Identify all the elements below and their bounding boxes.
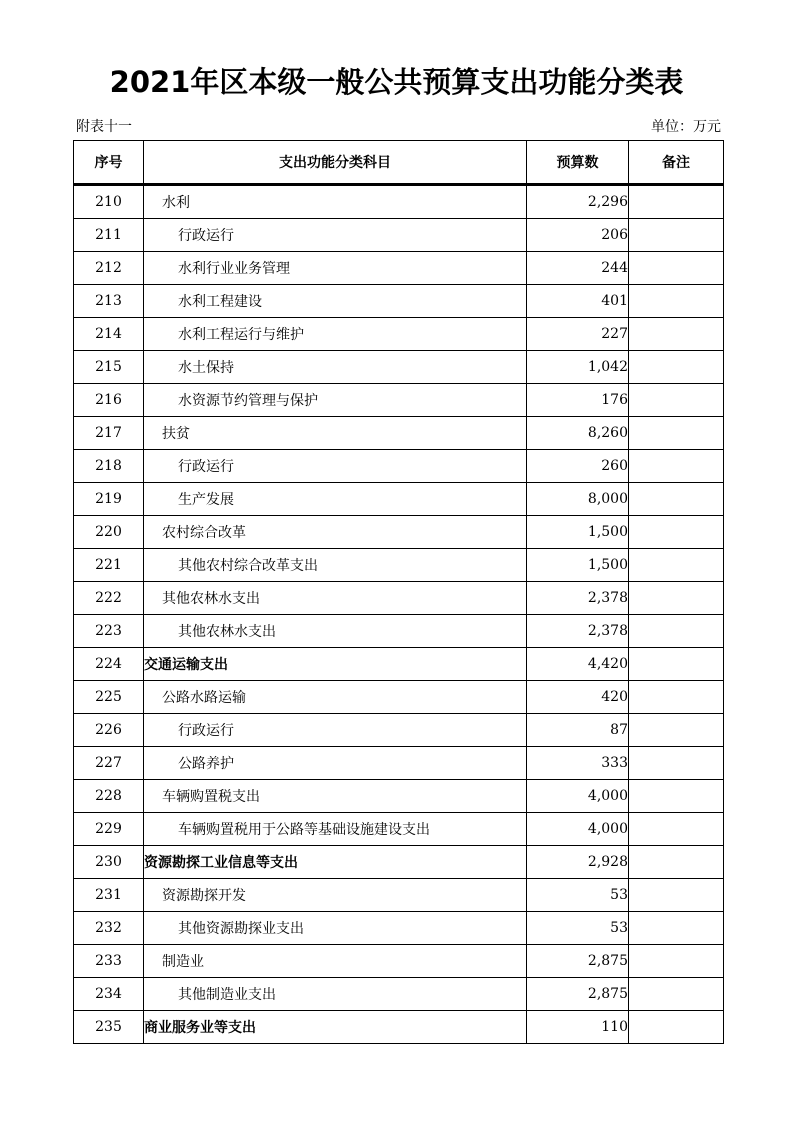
row-amount: 2,928 <box>527 846 629 879</box>
row-remark <box>629 450 724 483</box>
row-amount: 53 <box>527 879 629 912</box>
row-item-name: 其他制造业支出 <box>144 978 527 1011</box>
table-row <box>74 813 724 846</box>
table-row <box>74 747 724 780</box>
row-remark <box>629 714 724 747</box>
row-number: 228 <box>74 780 144 813</box>
row-item-name: 公路水路运输 <box>144 681 527 714</box>
header-seq: 序号 <box>74 141 144 185</box>
row-number: 226 <box>74 714 144 747</box>
row-amount: 420 <box>527 681 629 714</box>
row-amount: 227 <box>527 318 629 351</box>
row-remark <box>629 252 724 285</box>
row-amount: 4,000 <box>527 780 629 813</box>
row-number: 217 <box>74 417 144 450</box>
row-item-name: 水土保持 <box>144 351 527 384</box>
row-amount: 4,000 <box>527 813 629 846</box>
row-amount: 1,042 <box>527 351 629 384</box>
row-number: 220 <box>74 516 144 549</box>
row-item-name: 农村综合改革 <box>144 516 527 549</box>
table-row <box>74 780 724 813</box>
row-amount: 244 <box>527 252 629 285</box>
table-row <box>74 945 724 978</box>
header-remark: 备注 <box>629 141 724 185</box>
row-item-name: 行政运行 <box>144 714 527 747</box>
row-remark <box>629 780 724 813</box>
row-item-name: 其他资源勘探业支出 <box>144 912 527 945</box>
table-row <box>74 185 724 219</box>
row-remark <box>629 219 724 252</box>
row-number: 218 <box>74 450 144 483</box>
appendix-label: 附表十一 <box>76 119 132 135</box>
row-number: 214 <box>74 318 144 351</box>
row-remark <box>629 912 724 945</box>
row-remark <box>629 648 724 681</box>
row-item-name: 水利 <box>144 185 527 219</box>
row-remark <box>629 351 724 384</box>
row-remark <box>629 384 724 417</box>
row-number: 232 <box>74 912 144 945</box>
header-amount: 预算数 <box>527 141 629 185</box>
row-item-name: 制造业 <box>144 945 527 978</box>
row-number: 221 <box>74 549 144 582</box>
row-item-name: 行政运行 <box>144 450 527 483</box>
row-number: 216 <box>74 384 144 417</box>
row-item-name: 资源勘探开发 <box>144 879 527 912</box>
row-number: 212 <box>74 252 144 285</box>
row-amount: 110 <box>527 1011 629 1044</box>
table-row <box>74 450 724 483</box>
row-item-name: 资源勘探工业信息等支出 <box>144 846 527 879</box>
table-row <box>74 912 724 945</box>
row-item-name: 其他农林水支出 <box>144 615 527 648</box>
header-item: 支出功能分类科目 <box>144 141 527 185</box>
row-remark <box>629 747 724 780</box>
table-row <box>74 846 724 879</box>
row-amount: 401 <box>527 285 629 318</box>
row-amount: 87 <box>527 714 629 747</box>
row-number: 235 <box>74 1011 144 1044</box>
row-remark <box>629 813 724 846</box>
row-number: 234 <box>74 978 144 1011</box>
row-amount: 176 <box>527 384 629 417</box>
row-remark <box>629 846 724 879</box>
table-row <box>74 417 724 450</box>
row-number: 211 <box>74 219 144 252</box>
row-remark <box>629 879 724 912</box>
row-item-name: 交通运输支出 <box>144 648 527 681</box>
row-amount: 53 <box>527 912 629 945</box>
row-number: 213 <box>74 285 144 318</box>
row-item-name: 商业服务业等支出 <box>144 1011 527 1044</box>
row-number: 210 <box>74 185 144 219</box>
row-remark <box>629 318 724 351</box>
row-item-name: 公路养护 <box>144 747 527 780</box>
row-number: 215 <box>74 351 144 384</box>
row-number: 219 <box>74 483 144 516</box>
row-remark <box>629 516 724 549</box>
row-remark <box>629 185 724 219</box>
row-number: 223 <box>74 615 144 648</box>
row-amount: 333 <box>527 747 629 780</box>
row-number: 225 <box>74 681 144 714</box>
row-item-name: 其他农林水支出 <box>144 582 527 615</box>
row-remark <box>629 615 724 648</box>
row-number: 222 <box>74 582 144 615</box>
unit-label: 单位：万元 <box>651 119 721 135</box>
table-row <box>74 384 724 417</box>
row-item-name: 其他农村综合改革支出 <box>144 549 527 582</box>
row-item-name: 水利工程运行与维护 <box>144 318 527 351</box>
table-row <box>74 351 724 384</box>
table-row <box>74 483 724 516</box>
table-row <box>74 219 724 252</box>
row-amount: 260 <box>527 450 629 483</box>
row-remark <box>629 978 724 1011</box>
row-remark <box>629 945 724 978</box>
table-row <box>74 252 724 285</box>
row-number: 229 <box>74 813 144 846</box>
row-amount: 8,260 <box>527 417 629 450</box>
row-number: 233 <box>74 945 144 978</box>
table-row <box>74 549 724 582</box>
budget-table <box>73 140 724 1044</box>
row-number: 227 <box>74 747 144 780</box>
row-amount: 2,296 <box>527 185 629 219</box>
table-row <box>74 978 724 1011</box>
row-number: 231 <box>74 879 144 912</box>
table-row <box>74 615 724 648</box>
row-amount: 206 <box>527 219 629 252</box>
table-row <box>74 714 724 747</box>
row-remark <box>629 681 724 714</box>
row-remark <box>629 285 724 318</box>
row-amount: 4,420 <box>527 648 629 681</box>
row-remark <box>629 582 724 615</box>
row-item-name: 水利行业业务管理 <box>144 252 527 285</box>
table-row <box>74 681 724 714</box>
row-remark <box>629 417 724 450</box>
table-row <box>74 285 724 318</box>
row-item-name: 行政运行 <box>144 219 527 252</box>
table-row <box>74 516 724 549</box>
row-item-name: 车辆购置税支出 <box>144 780 527 813</box>
row-amount: 8,000 <box>527 483 629 516</box>
page-title: 2021年区本级一般公共预算支出功能分类表 <box>109 65 684 99</box>
row-number: 224 <box>74 648 144 681</box>
row-item-name: 水资源节约管理与保护 <box>144 384 527 417</box>
table-header-row <box>74 141 724 185</box>
row-amount: 2,875 <box>527 945 629 978</box>
row-item-name: 生产发展 <box>144 483 527 516</box>
table-row <box>74 648 724 681</box>
table-row <box>74 879 724 912</box>
row-number: 230 <box>74 846 144 879</box>
row-item-name: 扶贫 <box>144 417 527 450</box>
row-amount: 2,378 <box>527 582 629 615</box>
table-row <box>74 1011 724 1044</box>
row-remark <box>629 483 724 516</box>
table-row <box>74 582 724 615</box>
row-remark <box>629 1011 724 1044</box>
row-amount: 1,500 <box>527 516 629 549</box>
row-amount: 2,378 <box>527 615 629 648</box>
row-item-name: 车辆购置税用于公路等基础设施建设支出 <box>144 813 527 846</box>
row-item-name: 水利工程建设 <box>144 285 527 318</box>
row-amount: 1,500 <box>527 549 629 582</box>
table-row <box>74 318 724 351</box>
row-amount: 2,875 <box>527 978 629 1011</box>
row-remark <box>629 549 724 582</box>
